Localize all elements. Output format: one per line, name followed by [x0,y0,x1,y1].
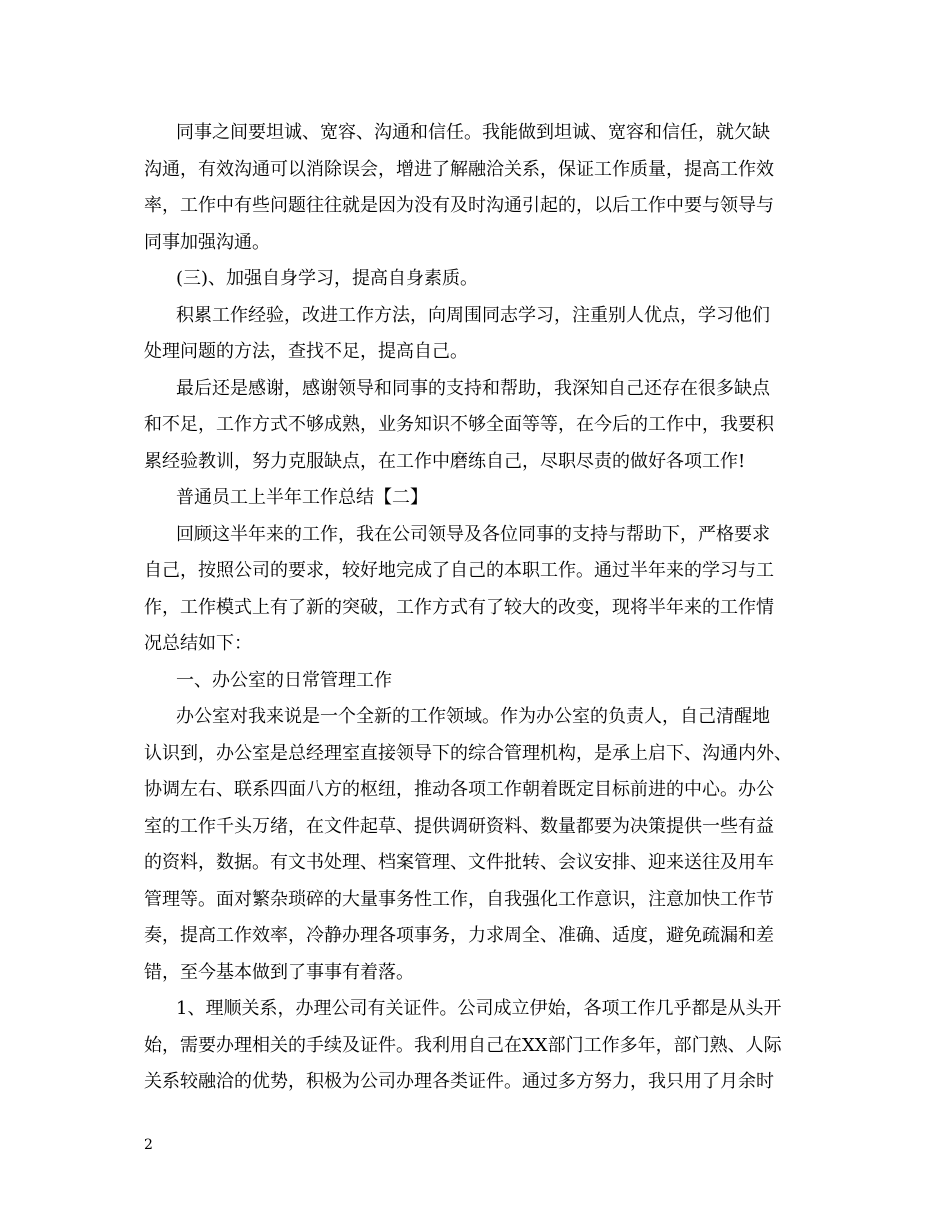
text-line: 处理问题的方法，查找不足，提高自己。 [144,341,468,362]
text-line: 错，至今基本做到了事事有着落。 [144,961,414,983]
paragraph [144,517,809,663]
text-line: 况总结如下： [144,633,252,654]
paragraph [144,298,809,371]
text-line: 关系较融洽的优势，积极为公司办理各类证件。通过多方努力，我只用了月余时 [144,1071,774,1092]
text-line: 最后还是感谢，感谢领导和同事的支持和帮助，我深知自己还存在很多缺点 [176,377,770,399]
text-line: 办公室对我来说是一个全新的工作领域。作为办公室的负责人，自己清醒地 [176,706,770,727]
paragraph [144,991,809,1101]
text-line: 一、办公室的日常管理工作 [176,669,392,691]
paragraph [144,371,809,481]
text-line: 和不足，工作方式不够成熟，业务知识不够全面等等，在今后的工作中，我要积 [144,414,774,435]
text-line: 自己，按照公司的要求，较好地完成了自己的本职工作。通过半年来的学习与工 [144,560,774,581]
text-line: 始，需要办理相关的手续及证件。我利用自己在XX部门工作多年，部门熟、人际 [144,1034,782,1056]
text-line: 的资料，数据。有文书处理、档案管理、文件批转、会议安排、迎来送往及用车 [144,852,774,873]
text-line: 认识到，办公室是总经理室直接领导下的综合管理机构，是承上启下、沟通内外、 [144,742,792,764]
text-line: 沟通，有效沟通可以消除误会，增进了解融洽关系，保证工作质量，提高工作效 [144,158,774,180]
text-line: 积累工作经验，改进工作方法，向周围同志学习，注重别人优点，学习他们 [176,304,770,326]
text-line: 1、理顺关系，办理公司有关证件。公司成立伊始，各项工作几乎都是从头开 [176,998,782,1019]
text-line: 率，工作中有些问题往往就是因为没有及时沟通引起的，以后工作中要与领导与 [144,195,774,216]
text-line: 普通员工上半年工作总结【二】 [176,487,428,508]
document-body [144,115,809,1101]
text-line: 协调左右、联系四面八方的枢纽，推动各项工作朝着既定目标前进的中心。办公 [144,779,774,800]
text-line: 室的工作千头万绪，在文件起草、提供调研资料、数量都要为决策提供一些有益 [144,815,774,837]
document-heading [144,480,809,517]
text-line: 回顾这半年来的工作，我在公司领导及各位同事的支持与帮助下，严格要求 [176,523,770,545]
paragraph [144,115,809,261]
text-line: 奏，提高工作效率，冷静办理各项事务，力求周全、准确、适度，避免疏漏和差 [144,925,774,946]
text-line: 同事之间要坦诚、宽容、沟通和信任。我能做到坦诚、宽容和信任，就欠缺 [176,122,770,143]
text-line: 累经验教训，努力克服缺点，在工作中磨练自己，尽职尽责的做好各项工作! [144,450,746,472]
text-line: (三)、加强自身学习，提高自身素质。 [176,268,479,289]
text-line: 同事加强沟通。 [144,231,270,253]
text-line: 作，工作模式上有了新的突破，工作方式有了较大的改变，现将半年来的工作情 [144,596,774,618]
page-number: 2 [144,1137,153,1153]
paragraph [144,699,809,991]
section-heading [144,261,809,298]
section-heading [144,663,809,700]
text-line: 管理等。面对繁杂琐碎的大量事务性工作，自我强化工作意识，注意加快工作节 [144,888,774,910]
